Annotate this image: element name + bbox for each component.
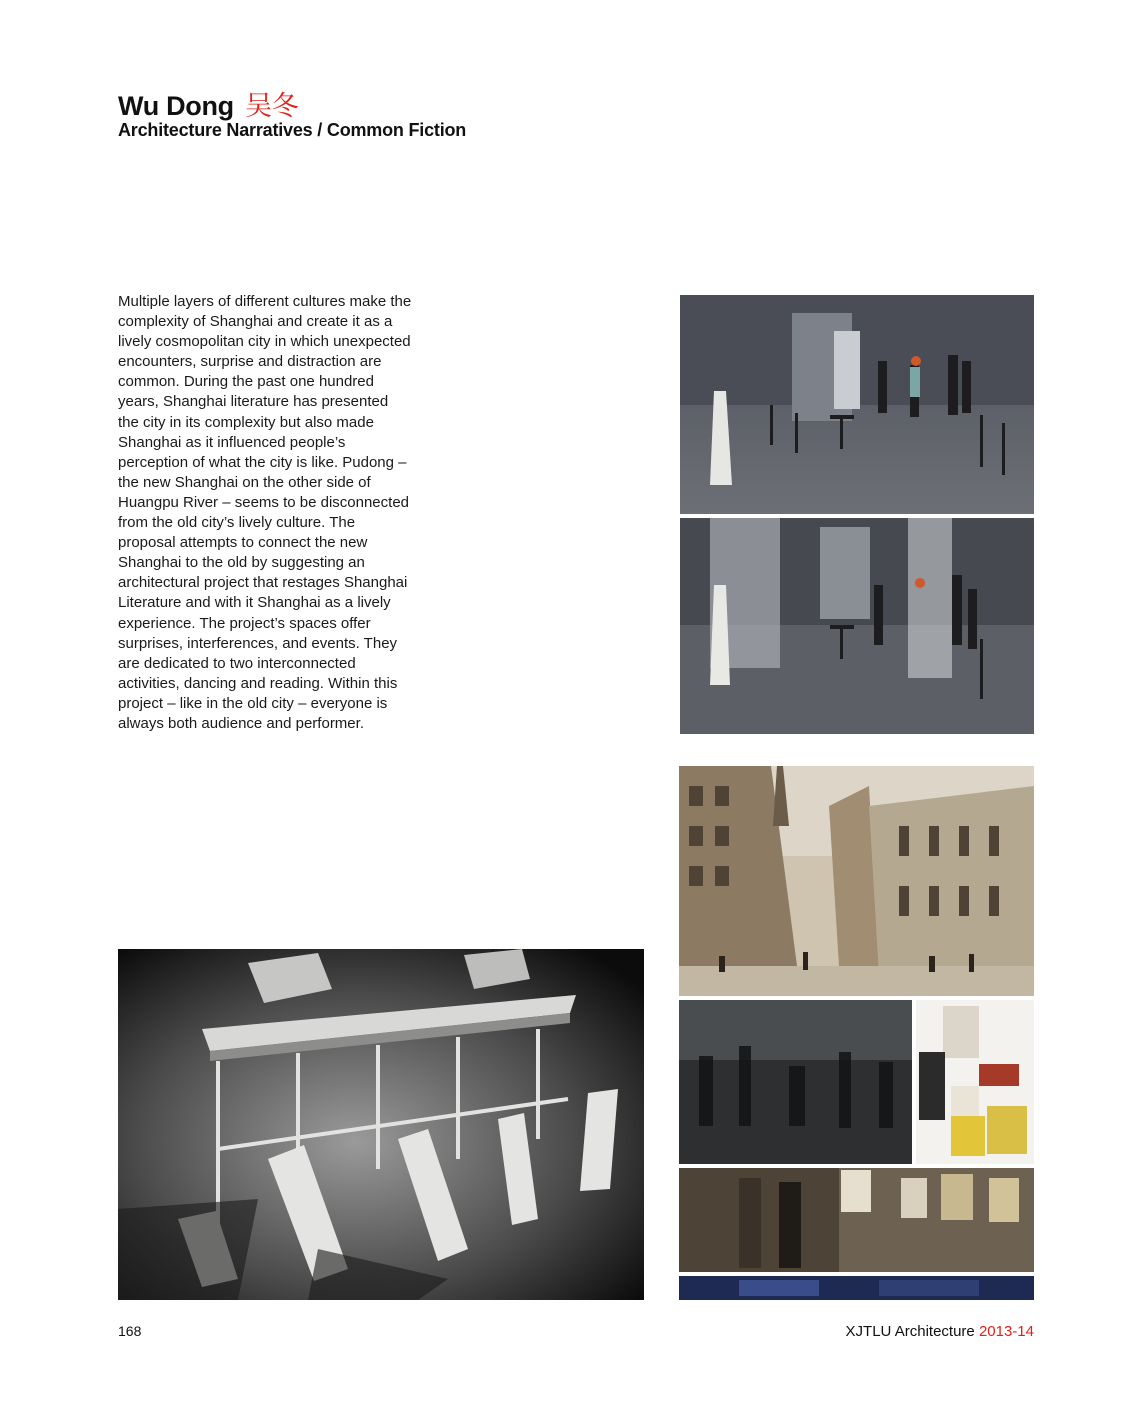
architectural-model-photo bbox=[118, 949, 644, 1300]
running-footer bbox=[846, 1323, 1034, 1340]
project-description: Multiple layers of different cultures make the complexity of Shanghai and create it as a lively cosmopolitan city in which unexpected encounters, surprise and distraction are common. During the past one hundred years, Shanghai literature has presented the city in its complexity but also made Shanghai as it influenced people’s perception of what the city is like. Pudong – the new Shanghai on the other side of Huangpu River – seems to be disconnected from the old city’s lively culture. The proposal attempts to connect the new Shanghai to the old by suggesting an architectural project that restages Shanghai Literature and with it Shanghai as a lively experience. The project’s spaces offer surprises, interferences, and events. They are dedicated to two interconnected activities, dancing and reading. Within this project – like in the old city – everyone is always both audience and performer. bbox=[118, 293, 412, 732]
theatre-scene-image bbox=[680, 295, 1034, 734]
author-name bbox=[118, 84, 298, 123]
page-number: 168 bbox=[118, 1323, 142, 1339]
shanghai-collage-image bbox=[679, 766, 1034, 1300]
publication-name: XJTLU Architecture bbox=[845, 1323, 975, 1340]
author-name-chinese: 吴冬 bbox=[245, 91, 299, 121]
author-name-latin: Wu Dong bbox=[118, 91, 234, 121]
project-title: Architecture Narratives / Common Fiction bbox=[118, 120, 467, 140]
publication-year: 2013-14 bbox=[978, 1323, 1034, 1340]
